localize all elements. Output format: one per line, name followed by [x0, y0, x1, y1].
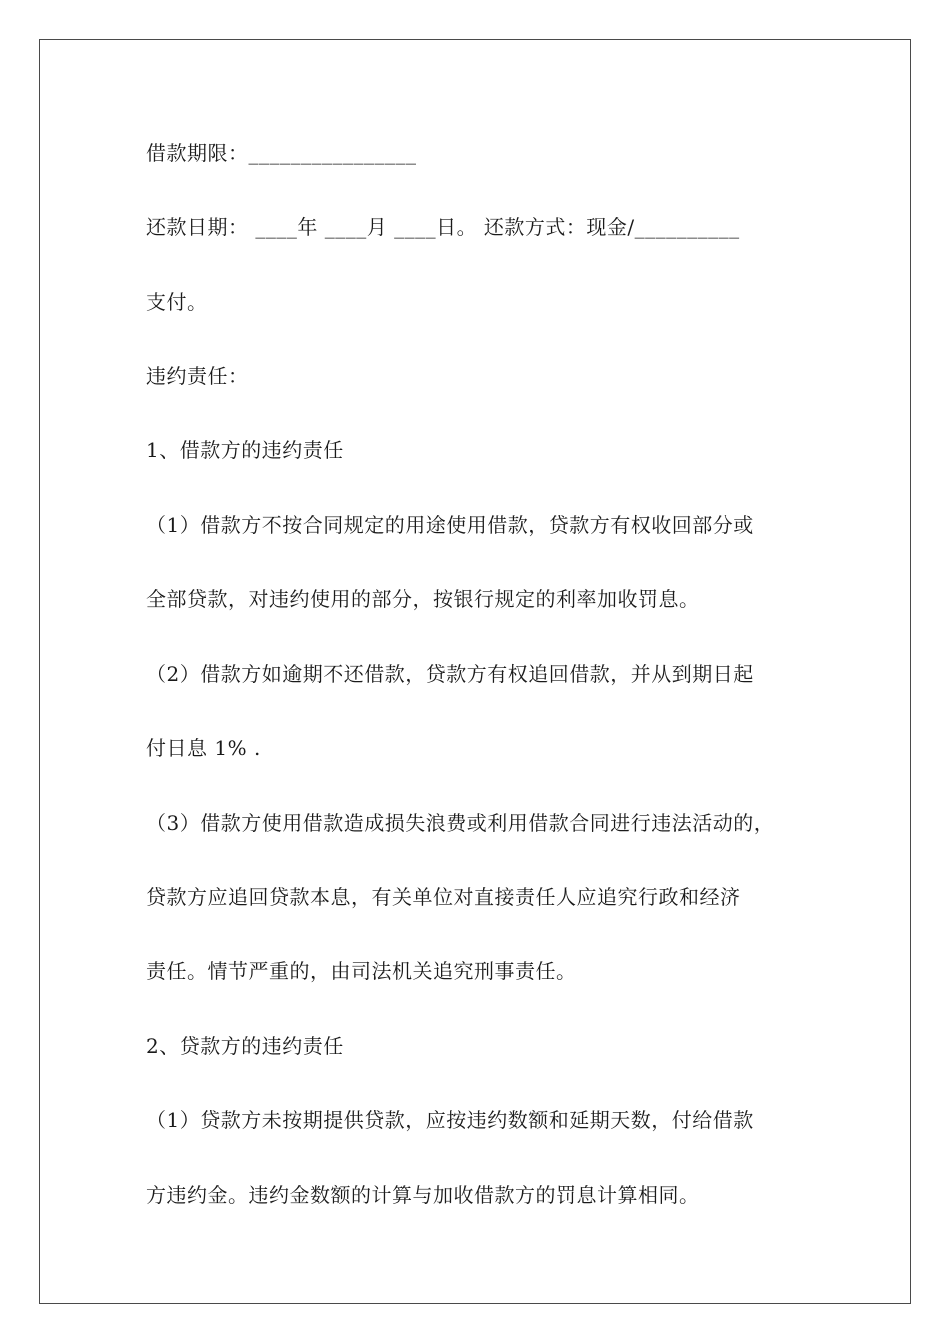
clause-1-3-line-1: （3）借款方使用借款造成损失浪费或利用借款合同进行违法活动的，	[146, 811, 775, 835]
clause-1-2-line-1: （2）借款方如逾期不还借款，贷款方有权追回借款，并从到期日起	[146, 662, 754, 686]
loan-term-line: 借款期限：________________	[146, 141, 417, 165]
clause-1-1-line-1: （1）借款方不按合同规定的用途使用借款，贷款方有权收回部分或	[146, 513, 754, 537]
repayment-date-line: 还款日期： ____年 ____月 ____日。 还款方式：现金/__________	[146, 215, 740, 239]
payment-line: 支付。	[146, 290, 208, 314]
clause-2-1-line-1: （1）贷款方未按期提供贷款，应按违约数额和延期天数，付给借款	[146, 1108, 754, 1132]
clause-1-3-line-2: 贷款方应追回贷款本息，有关单位对直接责任人应追究行政和经济	[146, 885, 741, 909]
liability-heading: 违约责任：	[146, 364, 249, 388]
lender-liability-heading: 2、贷款方的违约责任	[146, 1034, 344, 1058]
borrower-liability-heading: 1、借款方的违约责任	[146, 438, 344, 462]
clause-1-1-line-2: 全部贷款，对违约使用的部分，按银行规定的利率加收罚息。	[146, 587, 700, 611]
clause-1-2-line-2: 付日息 1% .	[146, 736, 261, 760]
clause-1-3-line-3: 责任。情节严重的，由司法机关追究刑事责任。	[146, 959, 577, 983]
clause-2-1-line-2: 方违约金。违约金数额的计算与加收借款方的罚息计算相同。	[146, 1183, 700, 1207]
